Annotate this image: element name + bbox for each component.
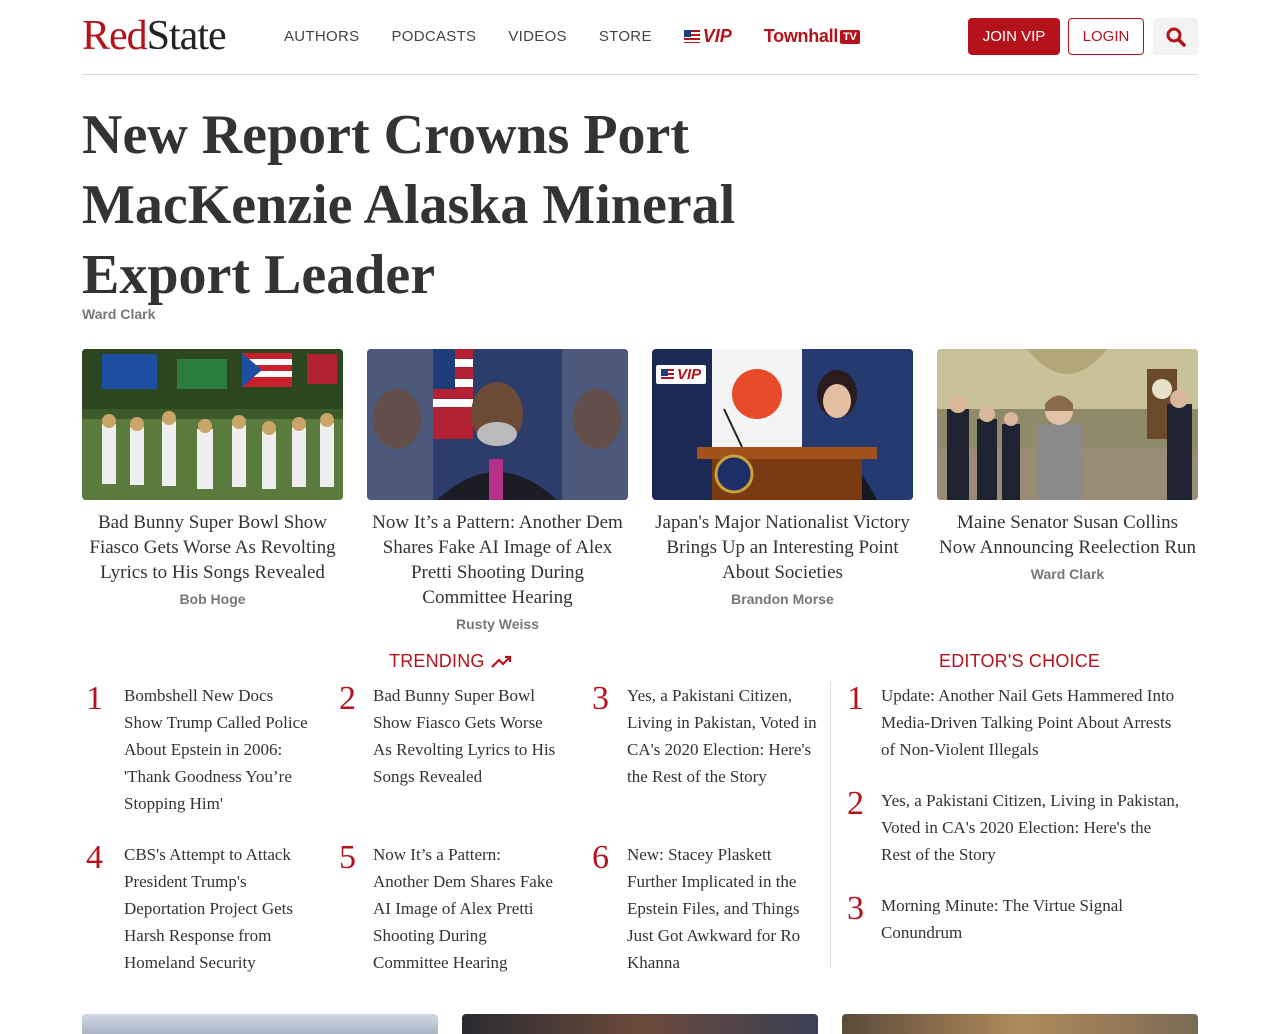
article-image[interactable]: [82, 1014, 438, 1034]
article-title[interactable]: Maine Senator Susan Collins Now Announcing Reelection Run: [939, 512, 1196, 558]
trending-link[interactable]: New: Stacey Plaskett Further Implicated in the Epstein Files, and Things Just Got Awkward for Ro Khanna: [627, 845, 801, 972]
article-image[interactable]: [937, 349, 1198, 500]
article-card[interactable]: [367, 349, 628, 632]
nav-vip[interactable]: [684, 26, 732, 47]
rank-number: 1: [86, 680, 103, 717]
editors-item[interactable]: [847, 682, 1187, 763]
logo-red-text: Red: [82, 13, 147, 59]
article-author[interactable]: Rusty Weiss: [456, 616, 539, 632]
editors-link[interactable]: Update: Another Nail Gets Hammered Into Media-Driven Talking Point About Arrests of Non-Violent Illegals: [881, 686, 1175, 759]
nav-podcasts[interactable]: PODCASTS: [391, 27, 477, 45]
flag-icon: [684, 30, 700, 43]
editors-link[interactable]: Yes, a Pakistani Citizen, Living in Pakistan, Voted in CA's 2020 Election: Here's the Rest of the Story: [881, 791, 1180, 864]
article-image[interactable]: [652, 349, 913, 500]
nav-videos[interactable]: VIDEOS: [508, 27, 567, 45]
editors-item[interactable]: [847, 892, 1187, 946]
main-nav: [284, 26, 860, 47]
join-vip-button[interactable]: JOIN VIP: [968, 18, 1060, 55]
townhall-label: Townhall: [763, 26, 839, 46]
article-image[interactable]: [842, 1014, 1198, 1034]
rank-number: 3: [592, 680, 609, 717]
trending-item[interactable]: [592, 841, 822, 976]
editors-link[interactable]: Morning Minute: The Virtue Signal Conundrum: [881, 896, 1124, 942]
vip-badge-label: VIP: [677, 366, 702, 383]
article-author[interactable]: Bob Hoge: [179, 591, 246, 607]
article-image[interactable]: [462, 1014, 818, 1034]
vip-badge: [656, 365, 706, 384]
trending-heading: [389, 651, 513, 672]
editors-choice-title: EDITOR'S CHOICE: [939, 651, 1101, 671]
trending-item[interactable]: [592, 682, 822, 790]
trending-up-icon: [491, 655, 513, 669]
article-image[interactable]: [82, 349, 343, 500]
trending-link[interactable]: Bombshell New Docs Show Trump Called Police About Epstein in 2006: 'Thank Goodness You’re Stopping Him': [124, 686, 308, 813]
logo-dark-text: State: [146, 13, 226, 59]
trending-item[interactable]: [339, 841, 569, 976]
editors-choice-heading: [939, 651, 1100, 672]
trending-link[interactable]: Now It’s a Pattern: Another Dem Shares Fake AI Image of Alex Pretti Shooting During Committee Hearing: [373, 845, 553, 972]
rank-number: 3: [847, 890, 864, 927]
rank-number: 2: [847, 785, 864, 822]
main-headline[interactable]: New Report Crowns Port MacKenzie Alaska Mineral Export Leader: [82, 104, 736, 306]
trending-link[interactable]: Bad Bunny Super Bowl Show Fiasco Gets Worse As Revolting Lyrics to His Songs Revealed: [373, 686, 556, 786]
rank-number: 1: [847, 680, 864, 717]
main-byline[interactable]: Ward Clark: [82, 306, 156, 322]
rank-number: 5: [339, 839, 356, 876]
editors-item[interactable]: [847, 787, 1187, 868]
article-title[interactable]: Japan's Major Nationalist Victory Brings Up an Interesting Point About Societies: [655, 512, 910, 583]
article-author[interactable]: Ward Clark: [1030, 566, 1105, 582]
site-header: [82, 0, 1198, 75]
article-title[interactable]: Bad Bunny Super Bowl Show Fiasco Gets Worse As Revolting Lyrics to His Songs Revealed: [89, 512, 336, 583]
article-author[interactable]: Brandon Morse: [731, 591, 834, 607]
article-image[interactable]: [367, 349, 628, 500]
rank-number: 2: [339, 680, 356, 717]
nav-authors[interactable]: AUTHORS: [284, 27, 360, 45]
article-title[interactable]: Now It’s a Pattern: Another Dem Shares Fake AI Image of Alex Pretti Shooting During Committee Hearing: [372, 512, 623, 608]
trending-title: TRENDING: [389, 651, 485, 671]
nav-store[interactable]: STORE: [598, 27, 652, 45]
vip-label: VIP: [702, 26, 732, 46]
rank-number: 6: [592, 839, 609, 876]
trending-item[interactable]: [339, 682, 569, 790]
tv-badge: TV: [840, 30, 859, 44]
article-card[interactable]: [937, 349, 1198, 582]
trending-item[interactable]: [86, 841, 316, 976]
column-divider: [830, 682, 831, 968]
trending-link[interactable]: CBS's Attempt to Attack President Trump's Deportation Project Gets Harsh Response from Homeland Security: [124, 845, 294, 972]
article-card[interactable]: [82, 349, 343, 607]
search-icon: [1166, 27, 1186, 47]
rank-number: 4: [86, 839, 103, 876]
trending-link[interactable]: Yes, a Pakistani Citizen, Living in Pakistan, Voted in CA's 2020 Election: Here's the Rest of the Story: [627, 686, 817, 786]
site-logo[interactable]: [82, 12, 226, 60]
login-button[interactable]: LOGIN: [1068, 18, 1144, 55]
nav-townhall-tv[interactable]: [764, 26, 860, 47]
search-button[interactable]: [1153, 18, 1198, 55]
flag-icon: [661, 369, 674, 380]
trending-item[interactable]: [86, 682, 316, 817]
article-card[interactable]: [652, 349, 913, 607]
